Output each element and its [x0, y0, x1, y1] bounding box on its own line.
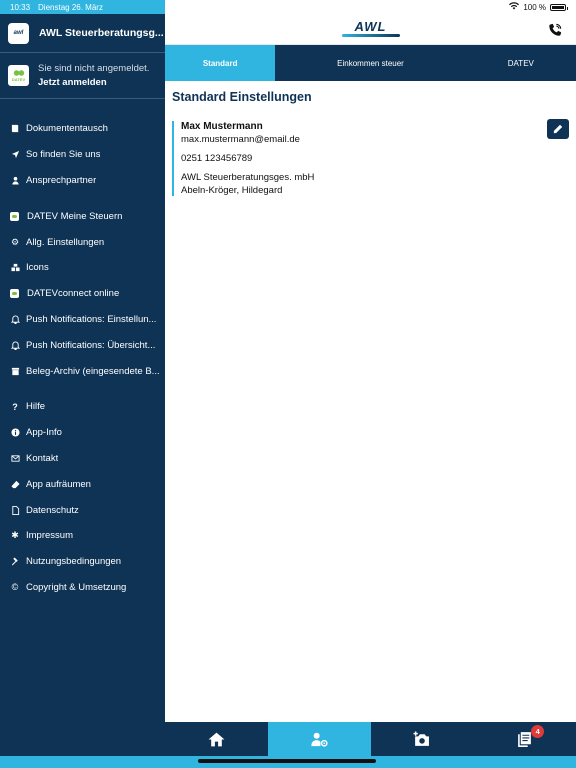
bottom-nav [165, 722, 576, 756]
page-title: Standard Einstellungen [172, 90, 312, 104]
nav-camera[interactable] [371, 722, 474, 756]
sidebar-item-copyright[interactable]: © Copyright & Umsetzung [0, 575, 165, 601]
eraser-icon [9, 478, 21, 490]
sidebar-item-allg-einstellungen[interactable]: ⚙ Allg. Einstellungen [10, 236, 105, 248]
bell-icon [9, 313, 21, 325]
datev-icon [10, 289, 19, 298]
sidebar-item-push-uebersicht[interactable]: Push Notifications: Übersicht... [0, 332, 165, 358]
sidebar-item-app-info[interactable]: App-Info [0, 420, 165, 446]
sidebar-item-datevconnect-online[interactable]: DATEVconnect online [0, 281, 165, 307]
battery-percent: 100 % [523, 2, 546, 12]
sidebar-item-impressum[interactable]: ✱ Impressum [0, 523, 165, 549]
contact-company: AWL Steuerberatungsges. mbH [181, 172, 315, 183]
sidebar-item-beleg-archiv[interactable]: Beleg-Archiv (eingesendete B... [0, 358, 165, 384]
sidebar-menu [0, 99, 165, 600]
app-logo: awl [8, 23, 29, 44]
document-icon [9, 504, 21, 516]
nav-home[interactable] [165, 722, 268, 756]
tab-einkommensteuer[interactable]: Einkommen steuer [337, 58, 404, 68]
contact-phone[interactable]: 0251 123456789 [181, 153, 253, 164]
sidebar-item-datev-meine-steuern[interactable]: DATEV Meine Steuern [0, 203, 165, 229]
status-left [0, 0, 165, 14]
sidebar-item-ansprechpartner[interactable]: Ansprechpartner [0, 168, 165, 194]
sidebar-item-icons[interactable]: Icons [0, 255, 165, 281]
sidebar-item-dokumententausch[interactable]: Dokumententausch [0, 116, 165, 142]
location-arrow-icon [9, 149, 21, 161]
login-link[interactable]: Jetzt anmelden [38, 77, 107, 88]
contact-email[interactable]: max.mustermann@email.de [181, 134, 300, 145]
status-time: 10:33 [10, 2, 31, 12]
app-title: AWL Steuerberatungsg... [39, 27, 164, 39]
archive-icon [9, 365, 21, 377]
contact-card [172, 121, 569, 196]
contact-advisor: Abeln-Kröger, Hildegard [181, 185, 283, 196]
sidebar-item-kontakt[interactable]: Kontakt [0, 446, 165, 472]
sidebar [0, 14, 165, 756]
sidebar-item-app-aufraeumen[interactable]: App aufräumen [0, 471, 165, 497]
gavel-icon [9, 556, 21, 568]
camera-add-icon [413, 731, 430, 748]
user-settings-icon [311, 731, 328, 748]
tab-bar [165, 45, 576, 81]
envelope-icon [9, 452, 21, 464]
home-icon [208, 731, 225, 748]
pencil-icon [553, 124, 563, 134]
sidebar-item-hilfe[interactable]: ? Hilfe [0, 394, 165, 420]
question-icon: ? [12, 401, 18, 412]
main-content [165, 14, 576, 756]
nav-user-settings[interactable] [268, 722, 371, 756]
nav-documents[interactable] [473, 722, 576, 756]
home-indicator[interactable] [198, 759, 376, 763]
book-icon [9, 123, 21, 135]
bell-icon [9, 339, 21, 351]
cubes-icon [9, 262, 21, 274]
info-icon [9, 427, 21, 439]
gear-icon: ⚙ [10, 236, 20, 247]
tab-datev[interactable]: DATEV [507, 58, 534, 68]
edit-button[interactable] [547, 119, 569, 139]
content-area [165, 81, 576, 205]
brand-logo: AWL [342, 21, 400, 37]
status-right [165, 0, 576, 14]
sidebar-item-nutzungsbedingungen[interactable]: Nutzungsbedingungen [0, 549, 165, 575]
login-status-text: Sie sind nicht angemeldet. [38, 63, 150, 74]
copyright-icon: © [11, 582, 19, 593]
battery-icon [550, 4, 566, 11]
sidebar-item-so-finden-sie-uns[interactable]: So finden Sie uns [0, 142, 165, 168]
contact-name: Max Mustermann [181, 121, 263, 132]
tab-standard[interactable]: Standard [165, 45, 275, 81]
sidebar-item-datenschutz[interactable]: Datenschutz [0, 497, 165, 523]
wifi-icon [509, 2, 519, 12]
datev-icon [10, 212, 19, 221]
person-icon [9, 174, 21, 186]
datev-logo: DATEV [8, 65, 29, 86]
top-bar [165, 14, 576, 45]
notification-badge: 4 [531, 725, 544, 738]
sidebar-item-push-einstellungen[interactable]: Push Notifications: Einstellun... [0, 307, 165, 333]
status-date: Dienstag 26. März [38, 2, 103, 12]
asterisk-icon: ✱ [11, 530, 19, 541]
status-bar [0, 0, 576, 14]
phone-icon[interactable] [546, 21, 564, 39]
sidebar-header[interactable] [0, 14, 165, 53]
login-prompt[interactable] [0, 53, 165, 99]
